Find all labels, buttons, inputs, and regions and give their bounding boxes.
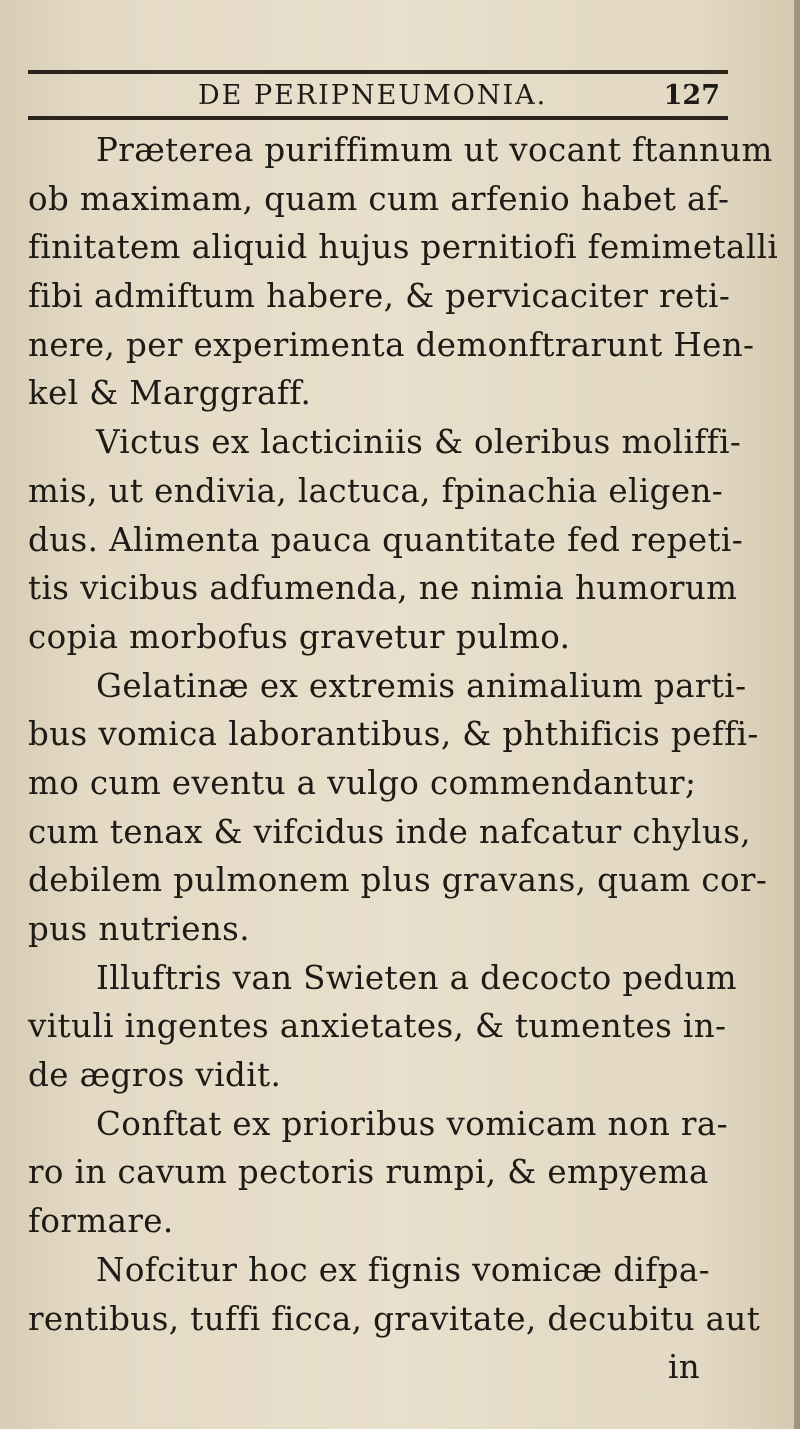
- text-line: debilem pulmonem plus gravans, quam cor-: [28, 861, 768, 900]
- page-number: 127: [663, 80, 720, 111]
- text-line: Conftat ex prioribus vomicam non ra-: [96, 1104, 729, 1143]
- text-line: pus nutriens.: [28, 910, 250, 948]
- text-line: bus vomica laborantibus, & phthificis peffi-: [28, 715, 759, 754]
- header-top-rule: [28, 70, 728, 74]
- page-edge-shadow: [794, 0, 800, 1429]
- paragraph-4: [28, 954, 768, 1100]
- running-title: DE PERIPNEUMONIA.: [198, 80, 548, 111]
- body-text: [28, 126, 779, 1392]
- text-line: nere, per experimenta demonftrarunt Hen-: [28, 325, 755, 364]
- paragraph-5: [28, 1100, 768, 1246]
- text-line: fibi admiftum habere, & pervicaciter reti-: [28, 277, 731, 316]
- text-line: ro in cavum pectoris rumpi, & empyema: [28, 1153, 709, 1192]
- text-line: vituli ingentes anxietates, & tumentes in-: [28, 1007, 727, 1046]
- paragraph-6: [28, 1246, 768, 1392]
- text-line: Præterea puriffimum ut vocant ftannum: [96, 131, 773, 169]
- text-line: ob maximam, quam cum arfenio habet af-: [28, 179, 730, 218]
- paragraph-3: [28, 662, 768, 954]
- text-line: tis vicibus adfumenda, ne nimia humorum: [28, 569, 738, 608]
- text-line: finitatem aliquid hujus pernitiofi femimetalli: [28, 228, 779, 267]
- text-line: Nofcitur hoc ex fignis vomicæ difpa-: [96, 1250, 710, 1289]
- text-line: de ægros vidit.: [28, 1056, 282, 1095]
- text-line: Illuftris van Swieten a decocto pedum: [96, 958, 737, 997]
- text-line: Victus ex lacticiniis & oleribus moliffi-: [96, 423, 742, 462]
- text-line: cum tenax & vifcidus inde nafcatur chylus,: [28, 812, 752, 851]
- text-line: Gelatinæ ex extremis animalium parti-: [96, 666, 747, 705]
- paragraph-1: [28, 126, 779, 418]
- header-bottom-rule: [28, 116, 728, 120]
- text-line: kel & Marggraff.: [28, 374, 312, 413]
- catchword: in: [668, 1348, 701, 1387]
- text-line: rentibus, tuffi ficca, gravitate, decubitu aut: [28, 1299, 761, 1338]
- text-line: copia morbofus gravetur pulmo.: [28, 617, 571, 656]
- paragraph-2: [28, 418, 768, 661]
- text-line: mis, ut endivia, lactuca, fpinachia eligen-: [28, 471, 724, 510]
- text-line: mo cum eventu a vulgo commendantur;: [28, 763, 697, 802]
- text-line: formare.: [28, 1202, 174, 1241]
- text-line: dus. Alimenta pauca quantitate fed repeti-: [28, 520, 744, 559]
- running-head: [28, 78, 728, 114]
